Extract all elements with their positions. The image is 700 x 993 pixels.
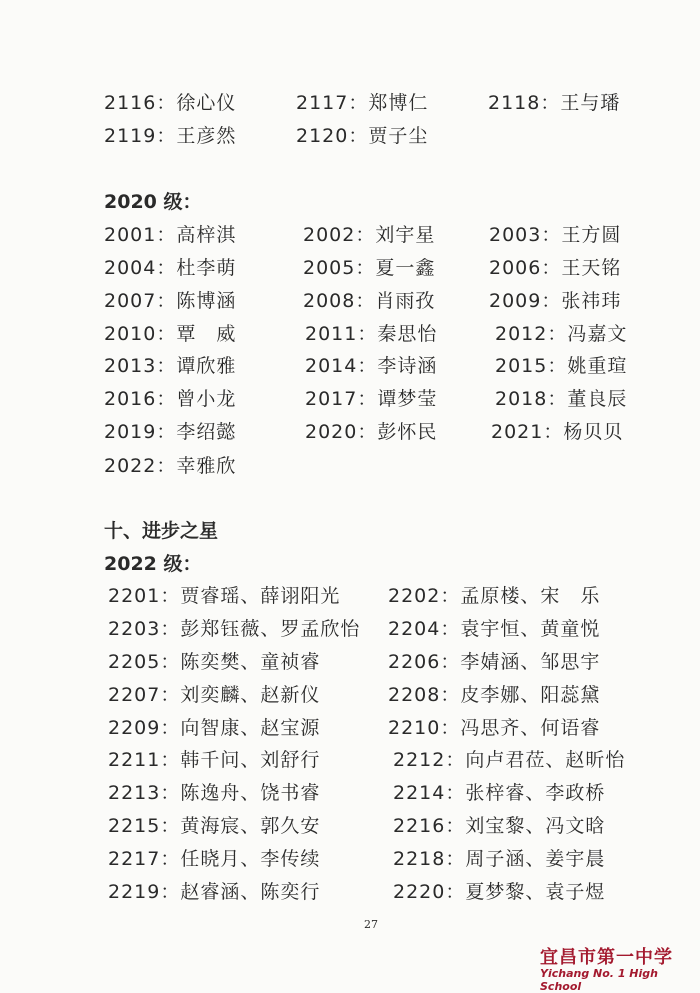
list-item: 2201：贾睿瑶、薛诩阳光	[108, 585, 341, 607]
list-item: 2218：周子涵、姜宇晨	[393, 848, 606, 870]
list-item: 2002：刘宇星	[303, 224, 436, 246]
list-item: 2020：彭怀民	[305, 421, 438, 443]
logo-chinese-text: 宜昌市第一中学	[540, 947, 673, 968]
list-item: 2018：董良辰	[495, 388, 628, 410]
list-item: 2021：杨贝贝	[491, 421, 624, 443]
list-item: 2210：冯思齐、何语睿	[388, 717, 601, 739]
list-item: 2119：王彦然	[104, 125, 237, 147]
list-item: 2009：张祎玮	[489, 290, 622, 312]
list-item: 2008：肖雨孜	[303, 290, 436, 312]
list-item: 2205：陈奕樊、童祯睿	[108, 651, 321, 673]
grade-heading-2022: 2022 级：	[104, 553, 202, 575]
list-item: 2001：高梓淇	[104, 224, 237, 246]
list-item: 2004：杜李萌	[104, 257, 237, 279]
list-item: 2019：李绍懿	[104, 421, 237, 443]
list-item: 2118：王与璠	[488, 92, 621, 114]
list-item: 2214：张梓睿、李政桥	[393, 782, 606, 804]
list-item: 2007：陈博涵	[104, 290, 237, 312]
list-item: 2012：冯嘉文	[495, 323, 628, 345]
list-item: 2006：王天铭	[489, 257, 622, 279]
page-number: 27	[364, 918, 378, 931]
list-item: 2017：谭梦莹	[305, 388, 438, 410]
school-logo	[540, 943, 700, 993]
list-item: 2203：彭郑钰薇、罗孟欣怡	[108, 618, 361, 640]
list-item: 2016：曾小龙	[104, 388, 237, 410]
list-item: 2116：徐心仪	[104, 92, 237, 114]
section-title: 十、进步之星	[104, 520, 219, 542]
list-item: 2206：李婧涵、邹思宇	[388, 651, 601, 673]
list-item: 2220：夏梦黎、袁子煜	[393, 881, 606, 903]
logo-english-text: Yichang No. 1 High School	[540, 967, 658, 993]
list-item: 2120：贾子尘	[296, 125, 429, 147]
list-item: 2208：皮李娜、阳蕊黛	[388, 684, 601, 706]
list-item: 2204：袁宇恒、黄童悦	[388, 618, 601, 640]
list-item: 2215：黄海宸、郭久安	[108, 815, 321, 837]
list-item: 2015：姚重瑄	[495, 355, 628, 377]
list-item: 2005：夏一鑫	[303, 257, 436, 279]
list-item: 2212：向卢君莅、赵昕怡	[393, 749, 626, 771]
list-item: 2010：覃 威	[104, 323, 237, 345]
list-item: 2011：秦思怡	[305, 323, 438, 345]
list-item: 2217：任晓月、李传续	[108, 848, 321, 870]
list-item: 2014：李诗涵	[305, 355, 438, 377]
list-item: 2216：刘宝黎、冯文晗	[393, 815, 606, 837]
list-item: 2213：陈逸舟、饶书睿	[108, 782, 321, 804]
list-item: 2003：王方圆	[489, 224, 622, 246]
list-item: 2117：郑博仁	[296, 92, 429, 114]
list-item: 2219：赵睿涵、陈奕行	[108, 881, 321, 903]
grade-heading-2020: 2020 级：	[104, 191, 202, 213]
list-item: 2209：向智康、赵宝源	[108, 717, 321, 739]
list-item: 2211：韩千问、刘舒行	[108, 749, 321, 771]
list-item: 2202：孟原楼、宋 乐	[388, 585, 601, 607]
list-item: 2013：谭欣雅	[104, 355, 237, 377]
list-item: 2022：幸雅欣	[104, 455, 237, 477]
list-item: 2207：刘奕麟、赵新仪	[108, 684, 321, 706]
